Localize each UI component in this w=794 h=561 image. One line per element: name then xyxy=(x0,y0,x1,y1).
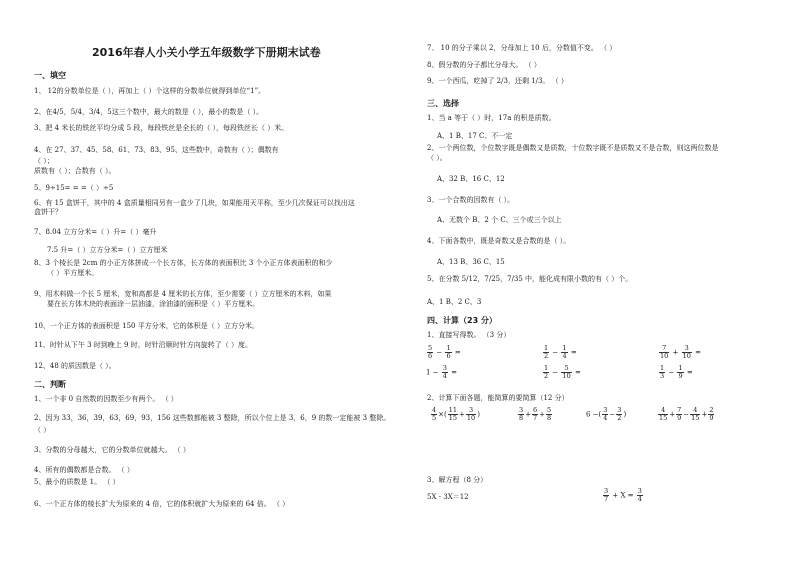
question-line: 5X - 3X＝12 xyxy=(427,493,469,501)
question-line: 9、一个西瓜，吃掉了 2/3，还剩 1/3。 （ ） xyxy=(427,77,568,85)
question-line: 11、时针从下午 3 时到晚上 9 时，时针沿顺时针方向旋转了（ ）度。 xyxy=(34,341,252,349)
question-line: 9、用木料做一个长 5 厘米，宽和高都是 4 厘米的长方体，至少需要（ ）立方厘米的木料，如果 xyxy=(34,290,332,298)
question-line: 8、3 个棱长是 2cm 的小正方体拼成一个长方体，长方体的表面积比 3 个小正方体表面积的和少 xyxy=(34,259,333,267)
question-line: 1、一个非 0 自然数的因数至少有两个。 （ ） xyxy=(34,395,178,403)
question-line: 要在长方体木块的表面涂一层油漆，涂油漆的面积是（ ）平方厘米。 xyxy=(47,300,260,308)
calc-item: $\frac{4}{5}$ ×( $\frac{11}{15}$ + $\frac{3}{10}$ ) xyxy=(432,406,480,422)
question-line: 盒饼干？ xyxy=(34,208,62,216)
calc-item: $\frac{1}{2}$ − $\frac{1}{4}$ = xyxy=(544,344,577,360)
question-line: 2、一个两位数，个位数字既是偶数又是质数，十位数字既不是质数又不是合数，则这两位数是 xyxy=(427,144,719,152)
question-line: 7、8.04 立方分米=（ ）升=（ ）毫升 xyxy=(34,228,157,236)
question-line: 2、在4/5，5/4，3/4，5这三个数中，最大的数是（ ），最小的数是（ ）。 xyxy=(34,108,264,116)
question-line: （ ）； xyxy=(34,157,54,165)
question-line: 1、当 a 等于（ ）时，17a 的积是质数。 xyxy=(427,114,556,122)
section-heading: 一、填空 xyxy=(34,71,66,80)
question-line: A、13 B、36 C、15 xyxy=(437,258,505,266)
section-heading: 四、计算（23 分） xyxy=(427,316,497,325)
question-line: 5、9÷15= = =（ ）÷5 xyxy=(34,184,114,192)
calc-item: $\frac{5}{6}$ − $\frac{1}{6}$ = xyxy=(428,344,461,360)
question-line: A、无数个 B、2 个 C、三个或三个以上 xyxy=(437,216,562,224)
question-line: 1、直接写得数。 （3 分） xyxy=(427,331,511,339)
calc-item: $\frac{1}{3}$ − $\frac{1}{9}$ = xyxy=(660,364,693,380)
question-line: 8、假分数的分子都比分母大。 （ ） xyxy=(427,61,541,69)
question-line: 1、 12的分数单位是（ ），再加上（ ）个这样的分数单位就得到单位“1”。 xyxy=(34,87,266,95)
question-line: （ ）。 xyxy=(427,154,447,162)
question-line: A、1 B、2 C、3 xyxy=(427,298,482,306)
question-line: 质数有（ ）；合数有（ ）。 xyxy=(34,167,116,175)
section-heading: 三、选择 xyxy=(427,99,459,108)
question-line: 2、计算下面各题，能简算的要简算（12 分） xyxy=(427,394,569,402)
question-line: 4、在 27、37、45、58、61、73、83、95、这些数中，奇数有（ ）；偶数有 xyxy=(34,146,279,154)
question-line: 4、所有的偶数都是合数。 （ ） xyxy=(34,466,134,474)
question-line: 5、最小的质数是 1。 （ ） xyxy=(34,478,120,486)
calc-item: $\frac{3}{8}$ + $\frac{6}{7}$ + $\frac{5}{8}$ xyxy=(519,406,552,422)
question-line: 7.5 升=（ ）立方分米=（ ）立方厘米 xyxy=(47,246,168,254)
question-line: A、1 B、17 C、不一定 xyxy=(437,132,513,140)
calc-item: $\frac{1}{2}$ − $\frac{5}{10}$ = xyxy=(544,364,581,380)
question-line: 12、48 的质因数是（ ）。 xyxy=(34,362,116,370)
question-line: 2、因为 33，36，39，63，69，93，156 这些数都能被 3 整除，所以个位上是 3，6，9 的数一定能被 3 整除。 xyxy=(34,414,391,422)
equation-2: $\frac{3}{7}$ + X = $\frac{3}{4}$ xyxy=(604,487,642,503)
question-line: A、32 B、16 C、12 xyxy=(437,175,505,183)
question-line: 7、 10 的分子乘以 2，分母加上 10 后，分数值不变。 （ ） xyxy=(427,44,617,52)
page-title: 2016年春人小关小学五年级数学下册期末试卷 xyxy=(92,46,321,59)
calc-item: $\frac{7}{10}$ + $\frac{3}{10}$ = xyxy=(660,344,701,360)
question-line: 6、一个正方体的棱长扩大为原来的 4 倍，它的体积就扩大为原来的 64 倍。 （ ） xyxy=(34,500,290,508)
calc-item: $\frac{4}{15}$ + $\frac{7}{9}$ − $\frac{4}{15}$ + $\frac{2}{9}$ xyxy=(659,406,714,422)
question-line: 6、有 15 盒饼干，其中的 4 盒质量相同另有一盒少了几块，如果能用天平称，至少几次保证可以找出这 xyxy=(34,199,355,207)
question-line: 10、一个正方体的表面积是 150 平方分米，它的体积是（ ）立方分米。 xyxy=(34,322,259,330)
section-heading: 二、判断 xyxy=(34,380,66,389)
question-line: 4、下面各数中，既是奇数又是合数的是（ ）。 xyxy=(427,237,571,245)
question-line: （ ）平方厘米。 xyxy=(47,269,99,277)
question-line: （ ） xyxy=(34,426,51,434)
calc-item: 6 −( $\frac{3}{4}$ − $\frac{3}{2}$ ) xyxy=(586,406,627,422)
calc-item: 1 − $\frac{3}{4}$ = xyxy=(426,364,458,380)
question-line: 5、在分数 5/12，7/25，7/35 中，能化成有限小数的有（ ）个。 xyxy=(427,275,633,283)
question-line: 3、解方程（8 分） xyxy=(427,476,488,484)
question-line: 3、一个合数的因数有（ ）。 xyxy=(427,196,515,204)
question-line: 3、分数的分母越大，它的分数单位就越大。 （ ） xyxy=(34,446,190,454)
question-line: 3、把 4 米长的铁丝平均分成 5 段，每段铁丝是全长的（ ），每段铁丝长（ ）米。 xyxy=(34,124,289,132)
